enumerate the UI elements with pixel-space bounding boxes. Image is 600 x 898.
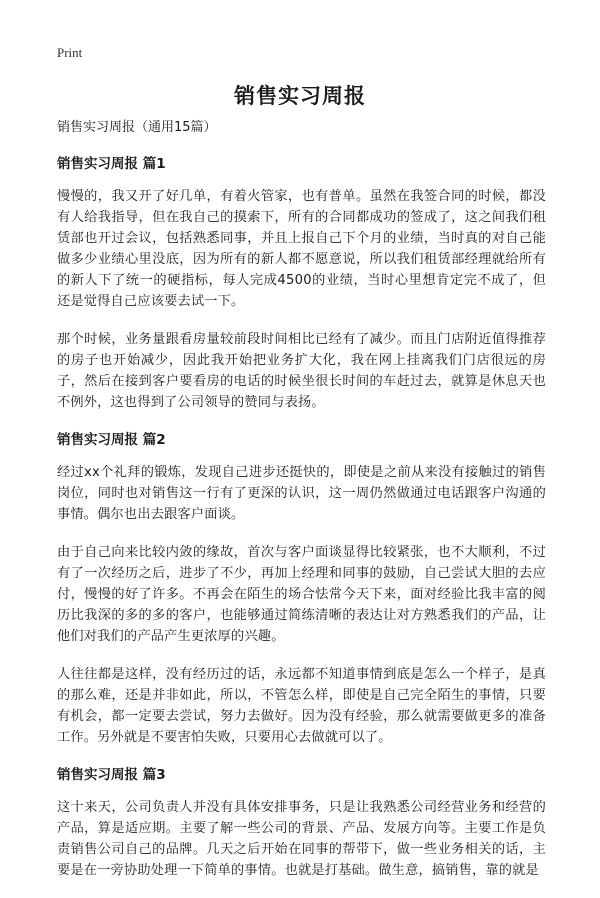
paragraph: 慢慢的，我又开了好几单，有着火管家，也有普单。虽然在我签合同的时候，都没有人给我指导，但在我自己的摸索下，所有的合同都成功的签成了，这之间我们租赁部也开过会议，包括熟悉同事，并且上报自己下个月的业绩，当时真的对自己能做多少业绩心里没底，因为所有的新人都不愿意说，所以我们租赁部经理就给所有的新人下了统一的硬指标，每人完成4500的业绩，当时心里想肯定完不成了，但还是觉得自己应该要去试一下。 [57, 189, 546, 309]
print-link[interactable]: Print [57, 45, 83, 60]
section-heading: 销售实习周报 篇2 [57, 432, 166, 448]
document-subtitle: 销售实习周报（通用15篇） [57, 120, 217, 135]
paragraph: 由于自己向来比较内敛的缘故，首次与客户面谈显得比较紧张，也不大顺利，不过有了一次经历之后，进步了不少，再加上经理和同事的鼓励，自己尝试大胆的去应付，慢慢的好了许多。不再会在陌生的场合怯常今天下来，面对经验比我丰富的阅历比我深的多的多的客户，也能够通过简练清晰的表达让对方熟悉我们的产品，让他们对我们的产品产生更浓厚的兴趣。 [57, 545, 546, 644]
paragraph: 那个时候，业务量跟看房量较前段时间相比已经有了减少。而且门店附近值得推荐的房子也开始减少，因此我开始把业务扩大化，我在网上挂离我们门店很远的房子，然后在接到客户要看房的电话的时候坐很长时间的车赶过去，就算是休息天也不例外，这也得到了公司领导的赞同与表扬。 [57, 332, 546, 410]
paragraph: 人往往都是这样，没有经历过的话，永远都不知道事情到底是怎么一个样子，是真的那么难，还是并非如此，所以，不管怎么样，即使是自己完全陌生的事情，只要有机会，都一定要去尝试，努力去做好。因为没有经验，那么就需要做更多的准备工作。另外就是不要害怕失败，只要用心去做就可以了。 [57, 667, 546, 745]
section-1 [57, 154, 546, 413]
section-heading: 销售实习周报 篇1 [57, 156, 166, 172]
section-2 [57, 430, 546, 748]
section-3 [57, 765, 546, 881]
document-body [57, 118, 546, 898]
paragraph: 经过xx个礼拜的锻炼，发现自己进步还挺快的，即使是之前从来没有接触过的销售岗位，同时也对销售这一行有了更深的认识，这一周仍然做通过电话跟客户沟通的事情。偶尔也出去跟客户面谈。 [57, 465, 546, 522]
section-heading: 销售实习周报 篇3 [57, 767, 166, 783]
document-title: 销售实习周报 [234, 84, 366, 108]
paragraph: 这十来天，公司负责人并没有具体安排事务，只是让我熟悉公司经营业务和经营的产品，算是适应期。主要了解一些公司的背景、产品、发展方向等。主要工作是负责销售公司自己的品牌。几天之后开始在同事的帮带下，做一些业务相关的话，主要是在一旁协助处理一下简单的事情。也就是打基础。做生意，搞销售，靠的就是 [57, 800, 546, 878]
